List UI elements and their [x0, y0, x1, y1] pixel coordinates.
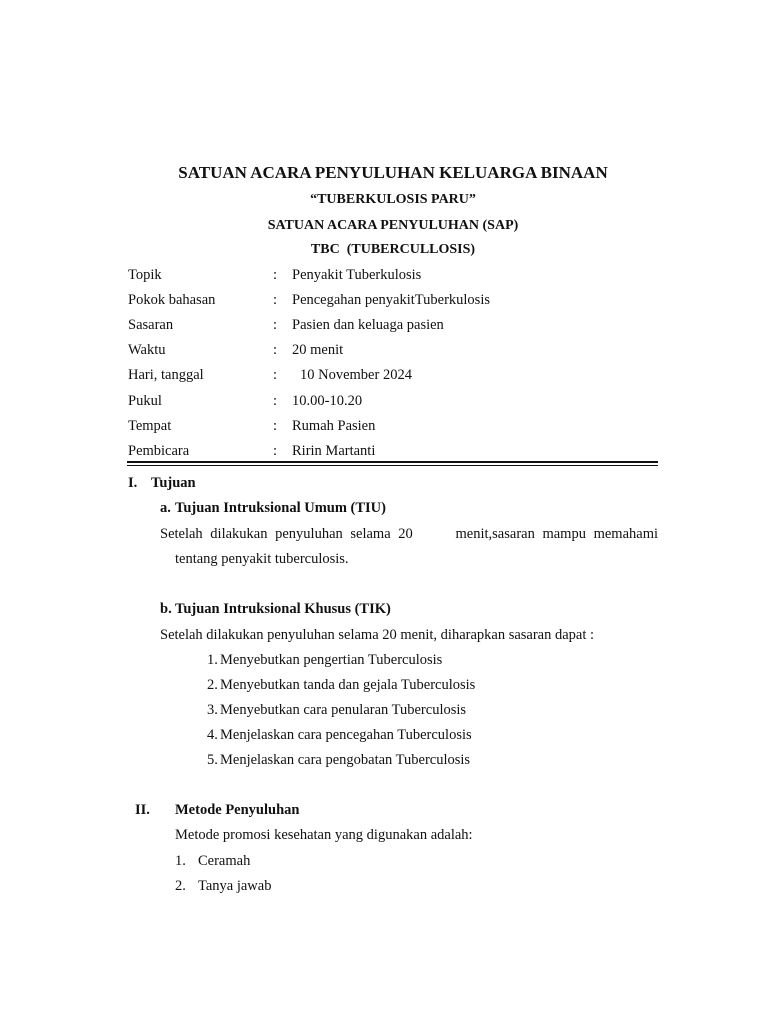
list-item: Tanya jawab	[198, 878, 272, 894]
info-value: Pencegahan penyakitTuberkulosis	[292, 292, 491, 308]
paragraph-line: Metode promosi kesehatan yang digunakan adalah:	[175, 827, 473, 843]
info-label: Hari, tanggal	[128, 367, 204, 383]
info-separator: :	[273, 418, 278, 434]
info-label: Pembicara	[128, 443, 190, 459]
subsection-heading: Tujuan Intruksional Umum (TIU)	[175, 500, 386, 516]
subtitle-sap: SATUAN ACARA PENYULUHAN (SAP)	[267, 218, 519, 233]
info-value: Penyakit Tuberkulosis	[292, 267, 422, 283]
divider-thin	[127, 465, 658, 466]
info-separator: :	[273, 443, 278, 459]
list-item: Menyebutkan tanda dan gejala Tuberculosis	[220, 677, 476, 693]
list-item-number: 5.	[207, 752, 218, 768]
subsection-marker: a.	[160, 500, 171, 516]
document-title: SATUAN ACARA PENYULUHAN KELUARGA BINAAN	[178, 163, 608, 182]
section-heading: Metode Penyuluhan	[175, 802, 300, 818]
list-item-number: 2.	[207, 677, 218, 693]
info-label: Sasaran	[128, 317, 174, 333]
list-item-number: 4.	[207, 727, 218, 743]
list-item: Menjelaskan cara pencegahan Tuberculosis	[220, 727, 472, 743]
info-separator: :	[273, 317, 278, 333]
paragraph-line: menit,sasaran mampu memahami	[455, 526, 658, 542]
subtitle-quote: “TUBERKULOSIS PARU”	[310, 192, 476, 207]
info-label: Pokok bahasan	[128, 292, 216, 308]
list-item: Menjelaskan cara pengobatan Tuberculosis	[220, 752, 471, 768]
info-label: Tempat	[128, 418, 172, 434]
info-separator: :	[273, 393, 278, 409]
info-value: Rumah Pasien	[292, 418, 376, 434]
info-value: 10.00-10.20	[292, 393, 363, 409]
section-heading: Tujuan	[151, 475, 196, 491]
info-label: Waktu	[128, 342, 166, 358]
subtitle-tbc: TBC (TUBERCULLOSIS)	[310, 242, 476, 257]
info-separator: :	[273, 267, 278, 283]
list-item-number: 1.	[175, 853, 186, 869]
divider-thick	[127, 461, 658, 463]
list-item-number: 2.	[175, 878, 186, 894]
info-value: 10 November 2024	[300, 367, 412, 383]
paragraph-line: Setelah dilakukan penyuluhan selama 20 menit, diharapkan sasaran dapat :	[160, 627, 595, 643]
info-value: Pasien dan keluaga pasien	[292, 317, 444, 333]
subsection-marker: b.	[160, 601, 172, 617]
list-item: Menyebutkan pengertian Tuberculosis	[220, 652, 443, 668]
subsection-heading: Tujuan Intruksional Khusus (TIK)	[175, 601, 391, 617]
paragraph-line: tentang penyakit tuberculosis.	[175, 551, 349, 567]
section-number: I.	[128, 475, 138, 491]
info-value: 20 menit	[292, 342, 344, 358]
info-separator: :	[273, 292, 278, 308]
info-value: Ririn Martanti	[292, 443, 376, 459]
section-number: II.	[135, 802, 150, 818]
list-item: Menyebutkan cara penularan Tuberculosis	[220, 702, 467, 718]
list-item-number: 3.	[207, 702, 218, 718]
paragraph-line: Setelah dilakukan penyuluhan selama 20	[160, 526, 413, 542]
list-item: Ceramah	[198, 853, 251, 869]
list-item-number: 1.	[207, 652, 218, 668]
info-separator: :	[273, 367, 278, 383]
info-separator: :	[273, 342, 278, 358]
info-label: Topik	[128, 267, 162, 283]
info-label: Pukul	[128, 393, 162, 409]
